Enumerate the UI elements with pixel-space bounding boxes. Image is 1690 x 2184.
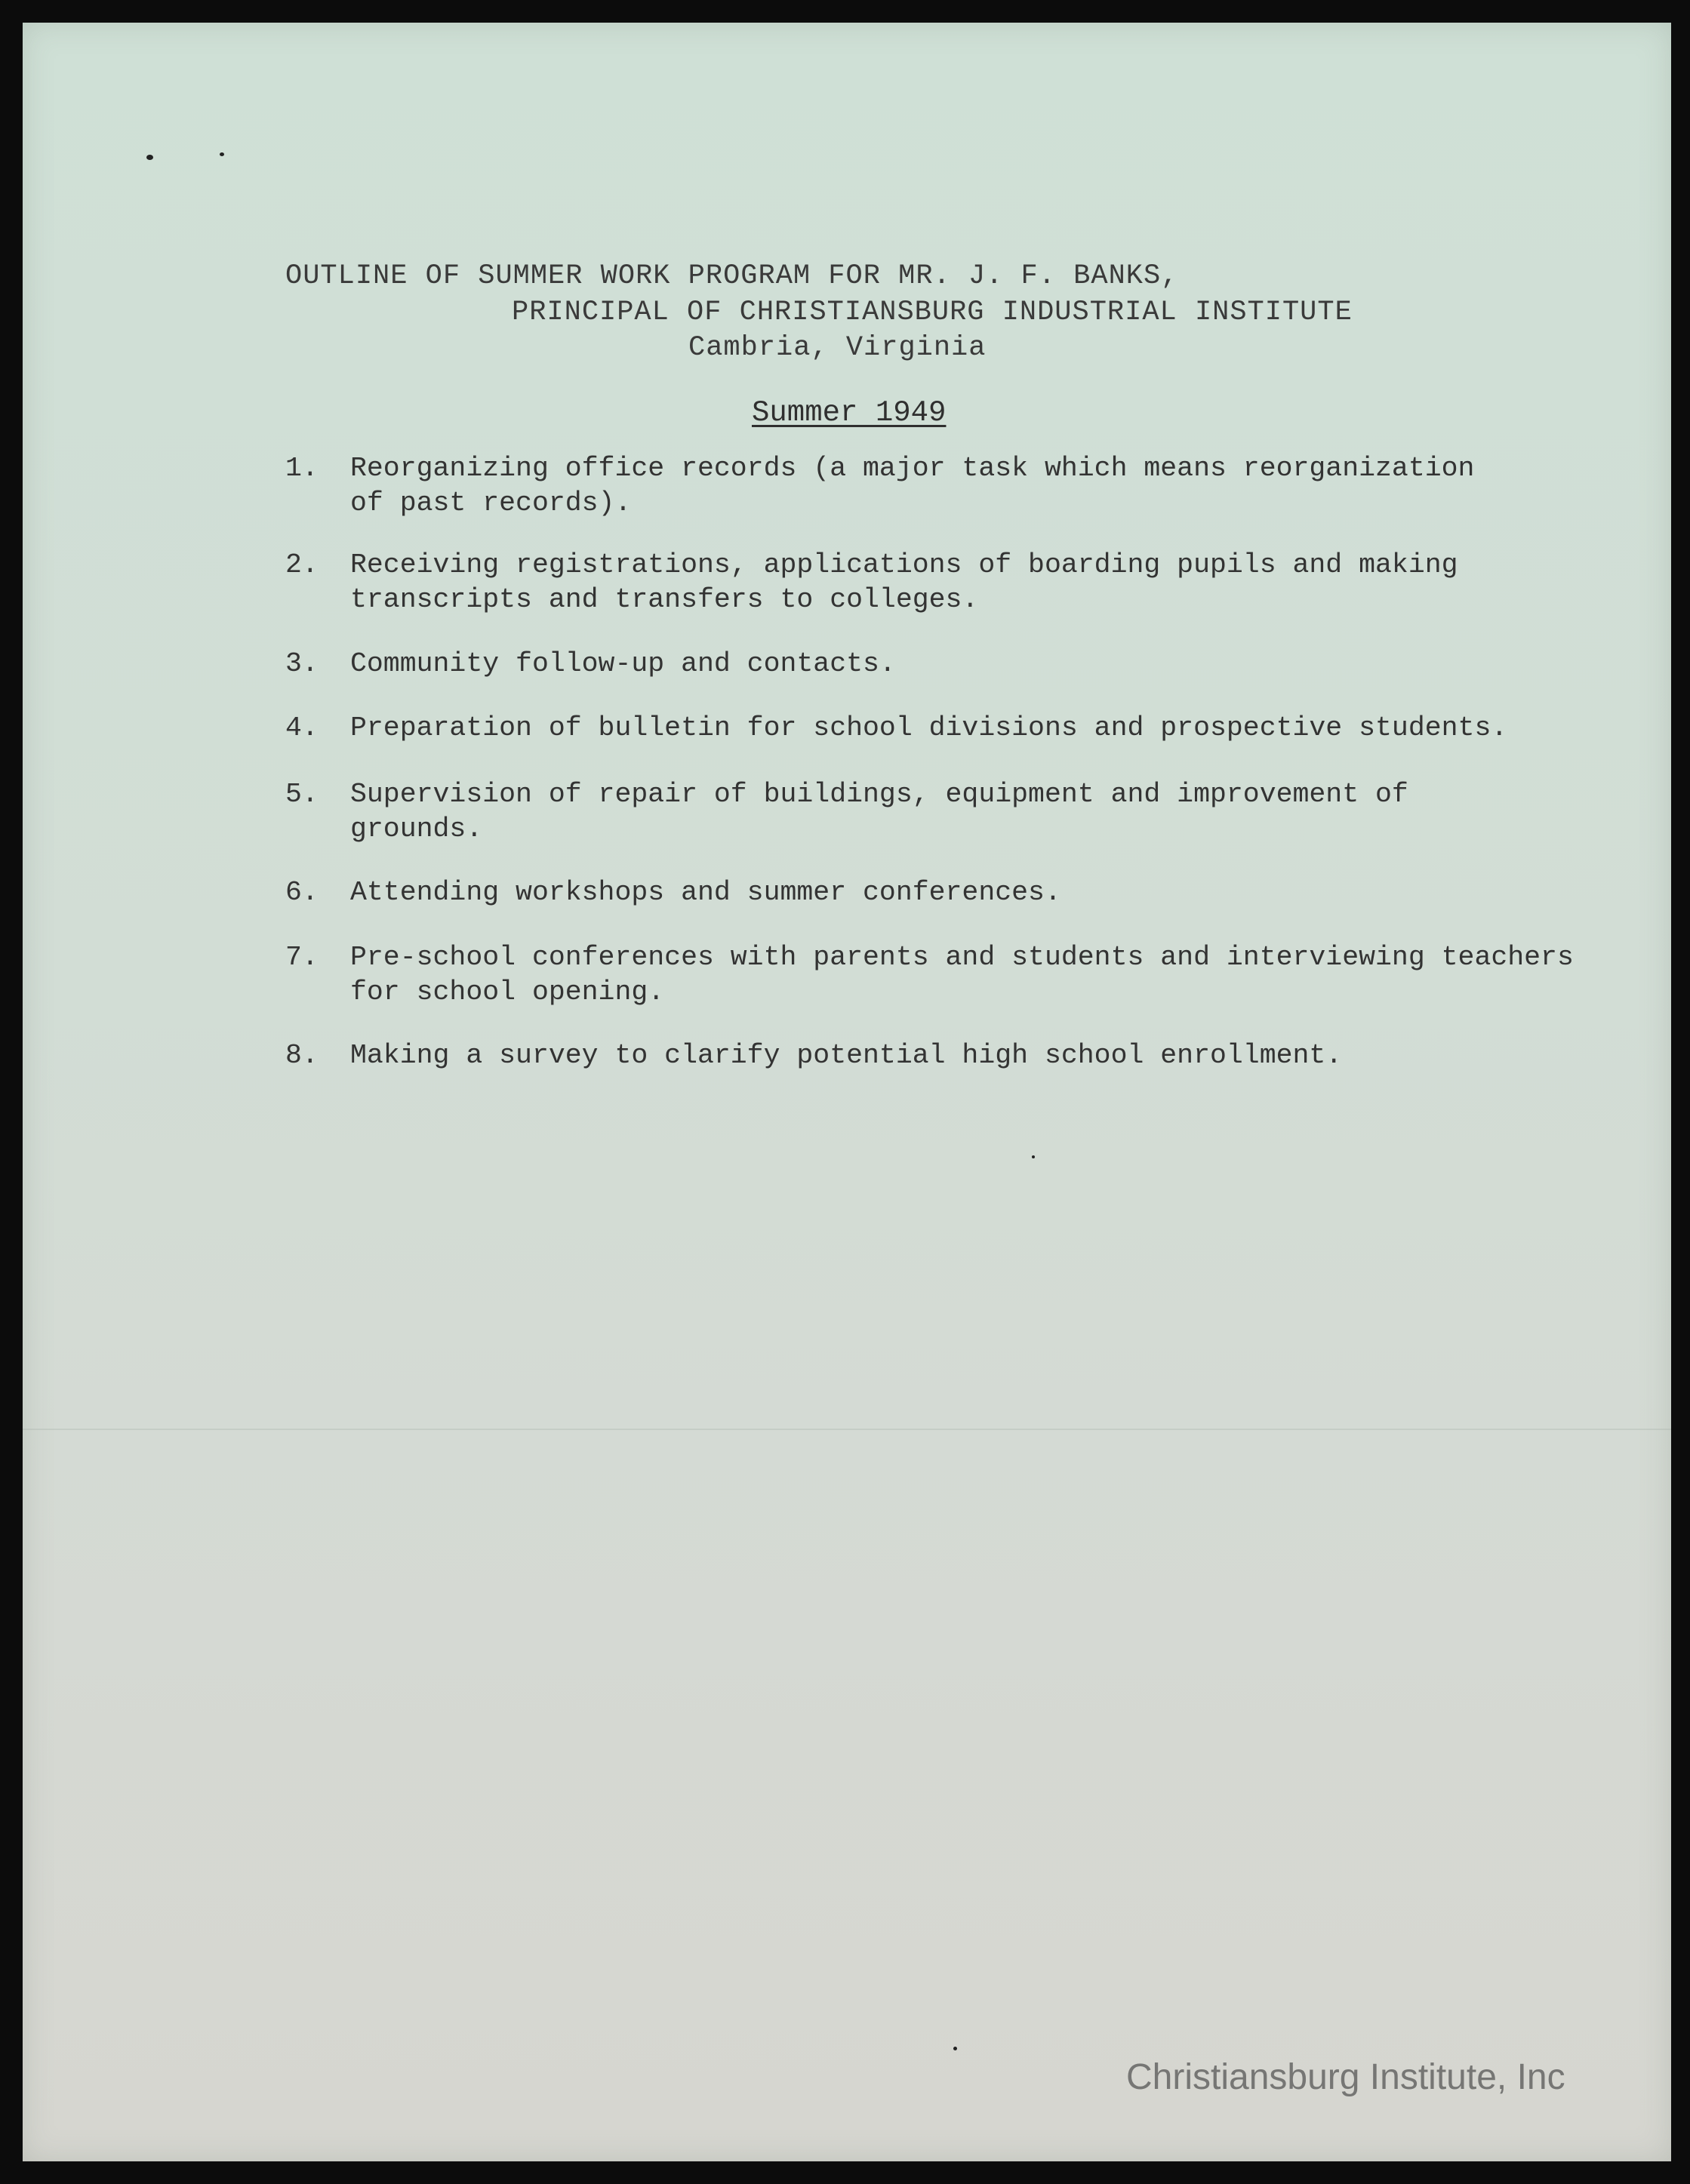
- ink-speck: [146, 155, 153, 160]
- item-number: 1.: [285, 453, 319, 484]
- item-number: 5.: [285, 779, 319, 810]
- ink-speck: [1032, 1155, 1035, 1158]
- item-text: Attending workshops and summer conferences.: [350, 877, 1061, 908]
- item-text: Preparation of bulletin for school divisions and prospective students.: [350, 712, 1508, 743]
- item-number: 6.: [285, 877, 319, 908]
- item-text-continued: transcripts and transfers to colleges.: [350, 584, 979, 615]
- item-text: Reorganizing office records (a major task which means reorganization: [350, 453, 1475, 484]
- item-number: 3.: [285, 648, 319, 679]
- item-number: 7.: [285, 942, 319, 973]
- item-number: 4.: [285, 712, 319, 743]
- list-item: [285, 548, 1458, 617]
- item-text-continued: for school opening.: [350, 977, 665, 1007]
- ink-speck: [220, 152, 224, 156]
- heading-line-3: Cambria, Virginia: [688, 332, 987, 364]
- paper-fold-line: [23, 1429, 1671, 1430]
- list-item: [285, 1038, 1342, 1073]
- item-text: Supervision of repair of buildings, equipment and improvement of: [350, 779, 1408, 810]
- list-item: [285, 711, 1507, 746]
- item-text: Community follow-up and contacts.: [350, 648, 896, 679]
- heading-line-2: PRINCIPAL OF CHRISTIANSBURG INDUSTRIAL INSTITUTE: [512, 297, 1353, 328]
- item-number: 8.: [285, 1040, 319, 1071]
- item-text-continued: of past records).: [350, 488, 632, 518]
- watermark: Christiansburg Institute, Inc: [1126, 2057, 1565, 2097]
- list-item: [285, 451, 1474, 521]
- heading-line-1: OUTLINE OF SUMMER WORK PROGRAM FOR MR. J. F. BANKS,: [285, 260, 1179, 292]
- list-item: [285, 777, 1408, 847]
- item-text: Making a survey to clarify potential high school enrollment.: [350, 1040, 1343, 1071]
- list-item: [285, 647, 896, 681]
- item-text: Receiving registrations, applications of boarding pupils and making: [350, 549, 1458, 580]
- list-item: [285, 875, 1061, 910]
- document-date: Summer 1949: [752, 396, 947, 429]
- ink-speck: [953, 2047, 957, 2050]
- item-number: 2.: [285, 549, 319, 580]
- item-text-continued: grounds.: [350, 814, 483, 844]
- item-text: Pre-school conferences with parents and students and interviewing teachers: [350, 942, 1574, 973]
- list-item: [285, 940, 1574, 1010]
